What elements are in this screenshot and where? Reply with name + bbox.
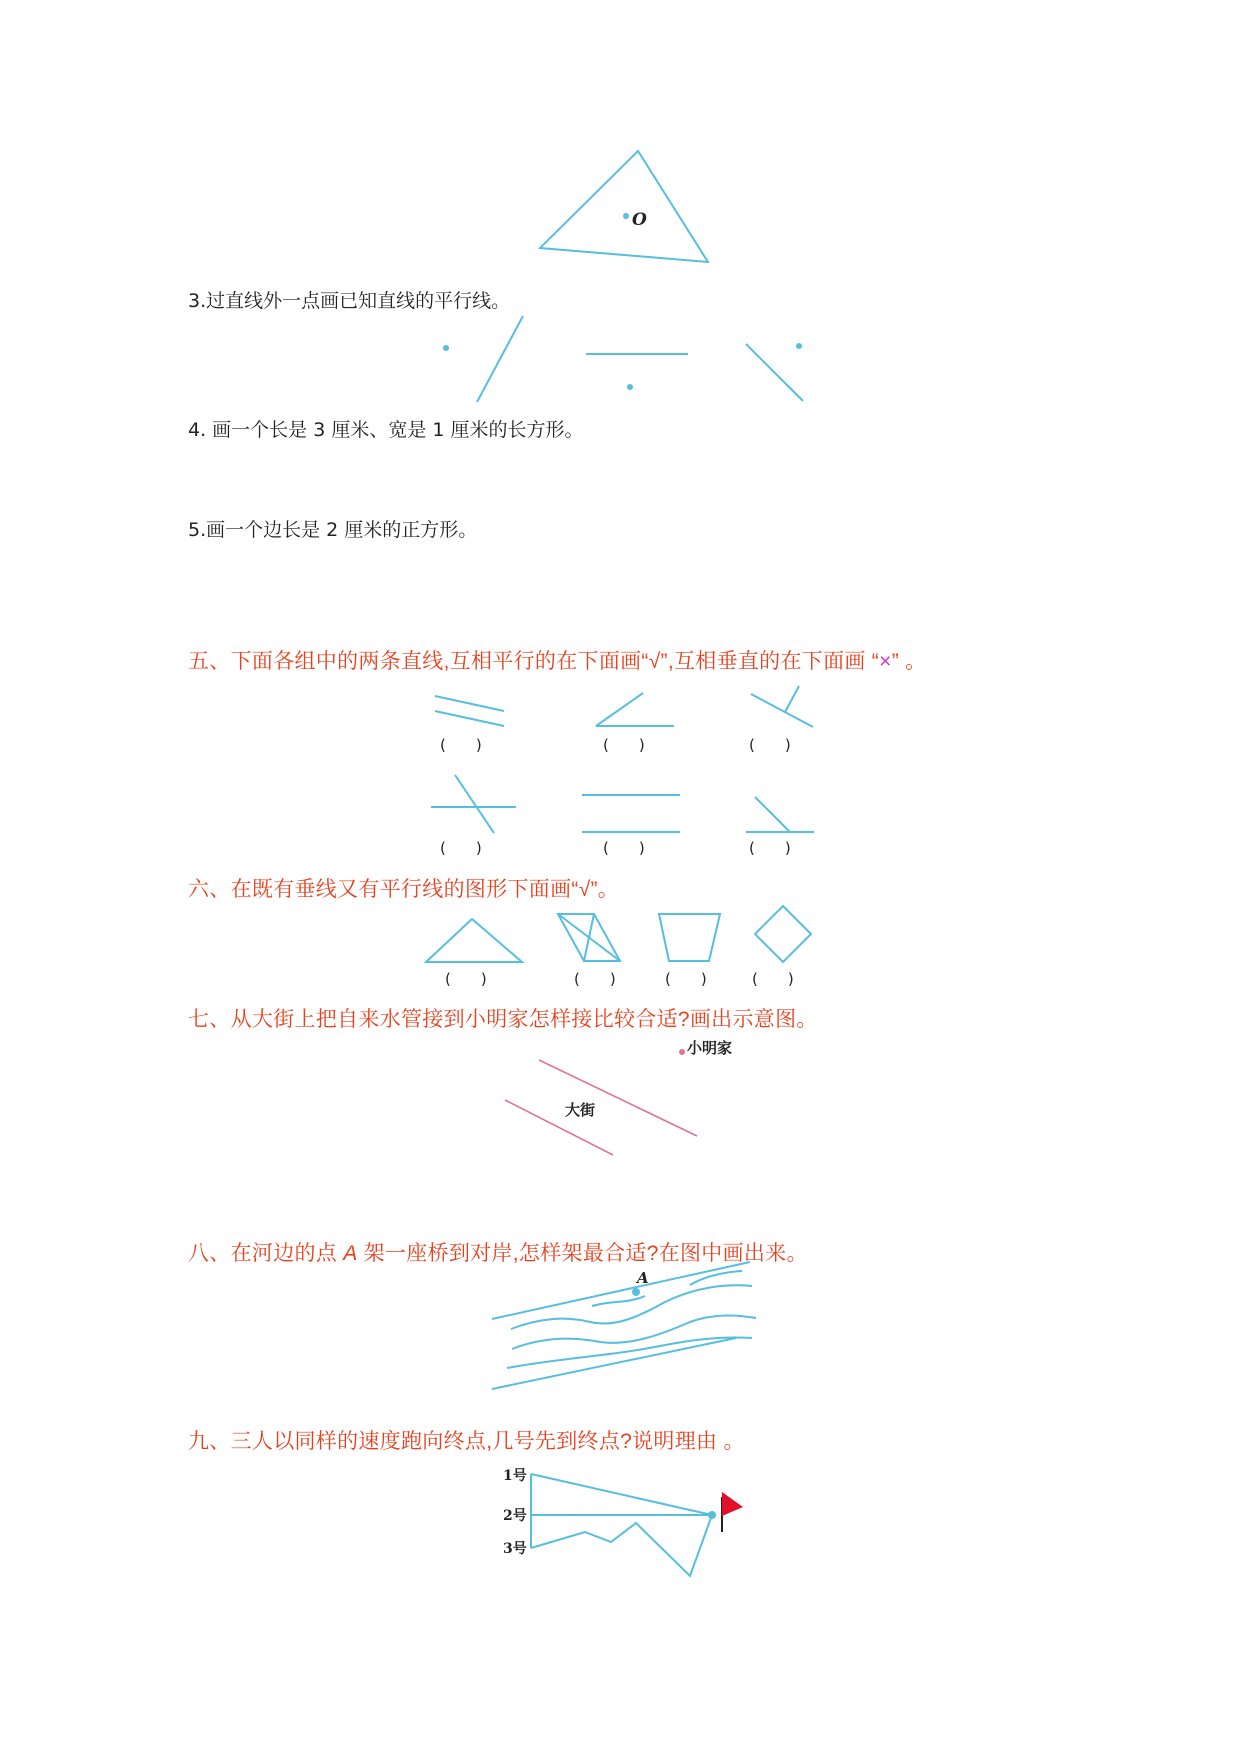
flag-icon — [722, 1492, 743, 1516]
line-pairs — [431, 686, 814, 833]
section-8-heading-part-a: 八、在河边的点 — [188, 1242, 344, 1265]
blank-5-2[interactable]: ( ) — [603, 736, 645, 754]
blank-5-3[interactable]: ( ) — [749, 736, 791, 754]
shape-triangle — [426, 919, 522, 962]
runner-2-label: 2号 — [503, 1508, 527, 1524]
blank-6-2[interactable]: ( ) — [574, 970, 616, 988]
point-o-label: O — [632, 210, 647, 230]
section-9-heading: 九、三人以同样的速度跑向终点,几号先到终点?说明理由 。 — [188, 1430, 745, 1453]
blank-5-4[interactable]: ( ) — [440, 839, 482, 857]
path-runner-1 — [531, 1474, 712, 1515]
section-8-heading-part-b: 架一座桥到对岸,怎样架最合适?在图中画出来。 — [357, 1242, 808, 1265]
blank-5-5[interactable]: ( ) — [603, 839, 645, 857]
home-label: 小明家 — [687, 1039, 733, 1057]
triangle-figure — [540, 151, 708, 262]
blank-5-1[interactable]: ( ) — [440, 736, 482, 754]
river-figure — [492, 1262, 756, 1389]
outside-point-1 — [443, 345, 449, 351]
given-line-1 — [477, 316, 523, 402]
line-pair-4 — [431, 775, 516, 833]
section-5-heading-part-b: ” 。 — [891, 650, 927, 673]
wave-2 — [592, 1296, 645, 1306]
street-edge-top — [539, 1060, 697, 1136]
street-figure — [505, 1060, 697, 1155]
street-label: 大街 — [565, 1101, 596, 1119]
shapes-row — [426, 906, 811, 962]
blank-6-3[interactable]: ( ) — [665, 970, 707, 988]
blank-6-1[interactable]: ( ) — [445, 970, 487, 988]
outside-point-3 — [796, 343, 802, 349]
finish-point — [708, 1511, 716, 1519]
point-a-label: A — [637, 1269, 649, 1287]
section-7-heading: 七、从大街上把自来水管接到小明家怎样接比较合适?画出示意图。 — [188, 1008, 818, 1031]
cross-mark: × — [879, 650, 892, 673]
line-pair-2 — [596, 693, 674, 726]
item-5-instruction: 5.画一个边长是 2 厘米的正方形。 — [188, 519, 478, 541]
home-dot — [679, 1049, 685, 1055]
item-4-instruction: 4. 画一个长是 3 厘米、宽是 1 厘米的长方形。 — [188, 419, 584, 441]
line-pair-5 — [582, 795, 680, 832]
outside-point-2 — [627, 384, 633, 390]
line-pair-6 — [746, 797, 814, 832]
shape-trapezoid — [659, 914, 720, 961]
blank-5-6[interactable]: ( ) — [749, 839, 791, 857]
race-figure — [531, 1474, 712, 1576]
line-pair-1 — [435, 696, 504, 726]
runner-3-label: 3号 — [503, 1541, 527, 1557]
item-3-instruction: 3.过直线外一点画已知直线的平行线。 — [188, 290, 511, 312]
given-line-3 — [746, 344, 803, 401]
point-a-dot — [632, 1288, 640, 1296]
river-bank-near — [492, 1262, 750, 1319]
blank-6-4[interactable]: ( ) — [752, 970, 794, 988]
shape-square-diamond — [755, 906, 811, 962]
shape-parallelogram-diagonals — [558, 914, 620, 961]
street-edge-bottom — [505, 1100, 613, 1155]
section-6-heading: 六、在既有垂线又有平行线的图形下面画“√”。 — [188, 878, 620, 901]
section-8-heading-point: A — [343, 1242, 358, 1265]
section-5-heading-part-a: 五、下面各组中的两条直线,互相平行的在下面画“√”,互相垂直的在下面画 “ — [188, 650, 880, 673]
runner-1-label: 1号 — [503, 1468, 527, 1484]
point-o-dot — [623, 213, 629, 219]
parallel-exercise — [477, 316, 803, 402]
line-pair-3 — [751, 686, 813, 727]
path-runner-3 — [531, 1515, 712, 1576]
triangle-shape — [540, 151, 708, 262]
